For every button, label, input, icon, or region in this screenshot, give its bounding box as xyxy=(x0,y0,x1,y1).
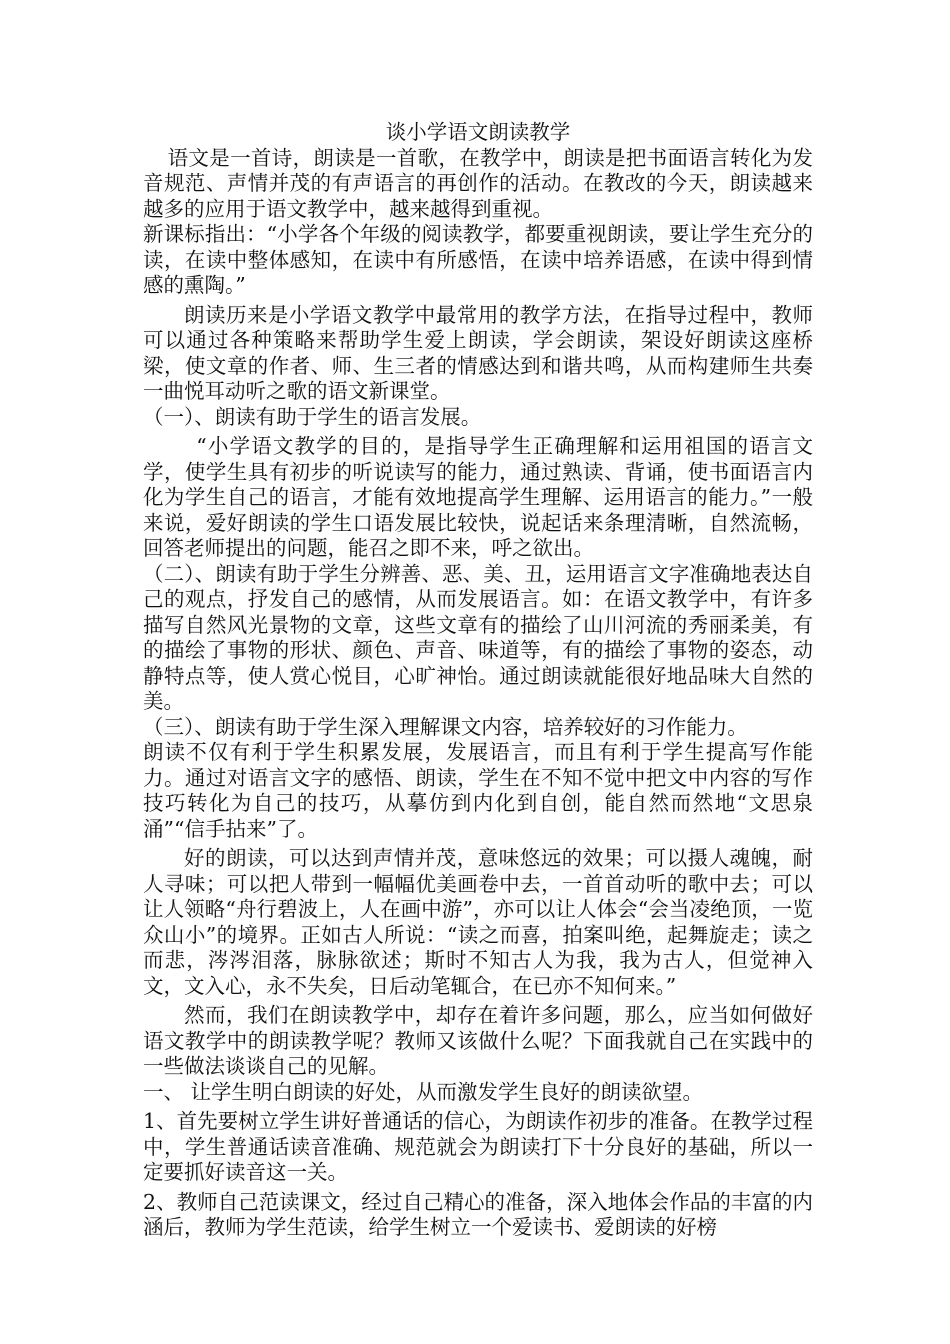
paragraph-section-1: “小学语文教学的目的，是指导学生正确理解和运用祖国的语言文学，使学生具有初步的听说读写的能力，通过熟读、背诵，使书面语言内化为学生自己的语言，才能有效地提高学生理解、运用语言的能力。”一般来说，爱好朗读的学生口语发展比较快，说起话来条理清晰，自然流畅，回答老师提出的问题，能召之即不来，呼之欲出。 xyxy=(143,434,813,560)
section-heading-1: （一）、朗读有助于学生的语言发展。 xyxy=(143,404,482,429)
list-item-2: 2、教师自己范读课文，经过自己精心的准备，深入地体会作品的丰富的内涵后，教师为学生范读，给学生树立一个爱读书、爱朗读的好榜 xyxy=(143,1189,813,1239)
list-heading-1: 一、 让学生明白朗读的好处，从而激发学生良好的朗读欲望。 xyxy=(143,1079,704,1104)
section-heading-3: （三）、朗读有助于学生深入理解课文内容，培养较好的习作能力。 xyxy=(143,714,748,739)
document-body xyxy=(143,120,813,1241)
paragraph-good-reading: 好的朗读，可以达到声情并茂，意味悠远的效果；可以摄人魂魄，耐人寻味；可以把人带到一幅幅优美画卷中去，一首首动听的歌中去；可以让人领略“舟行碧波上，人在画中游”，亦可以让人体会“会当凌绝顶，一览众山小”的境界。正如古人所说：“读之而喜，拍案叫绝，起舞旋走；读之而悲，涔涔泪落，脉脉欲述；斯时不知古人为我，我为古人，但觉神入文，文入心，永不失矣，日后动笔辄合，在已亦不知何来。” xyxy=(143,846,813,998)
paragraph-intro: 语文是一首诗，朗读是一首歌，在教学中，朗读是把书面语言转化为发音规范、声情并茂的有声语言的再创作的活动。在教改的今天，朗读越来越多的应用于语文教学中，越来越得到重视。 xyxy=(143,145,813,221)
paragraph-problems: 然而，我们在朗读教学中，却存在着许多问题，那么，应当如何做好语文教学中的朗读教学呢？教师又该做什么呢？下面我就自己在实践中的一些做法谈谈自己的见解。 xyxy=(143,1003,813,1078)
paragraph-reading-method: 朗读历来是小学语文教学中最常用的教学方法，在指导过程中，教师可以通过各种策略来帮助学生爱上朗读，学会朗读，架设好朗读这座桥梁，使文章的作者、师、生三者的情感达到和谐共鸣，从而构建师生共奏一曲悦耳动听之歌的语文新课堂。 xyxy=(143,302,813,403)
list-item-1: 1、首先要树立学生讲好普通话的信心，为朗读作初步的准备。在教学过程中，学生普通话读音准确、规范就会为朗读打下十分良好的基础，所以一定要抓好读音这一关。 xyxy=(143,1109,813,1184)
document-title: 谈小学语文朗读教学 xyxy=(385,120,571,144)
paragraph-section-3: 朗读不仅有利于学生积累发展，发展语言，而且有利于学生提高写作能力。通过对语言文字的感悟、朗读，学生在不知不觉中把文中内容的写作技巧转化为自己的技巧，从摹仿到内化到自创，能自然而然地“文思泉涌”“信手拈来”了。 xyxy=(143,740,813,841)
section-heading-2: （二）、朗读有助于学生分辨善、恶、美、丑，运用语言文字准确地表达自己的观点，抒发自己的感情，从而发展语言。如：在语文教学中，有许多描写自然风光景物的文章，这些文章有的描绘了山川河流的秀丽柔美，有的描绘了事物的形状、颜色、声音、味道等，有的描绘了事物的姿态，动静特点等，使人赏心悦目，心旷神怡。通过朗读就能很好地品味大自然的美。 xyxy=(143,561,813,713)
paragraph-curriculum-standard: 新课标指出：“小学各个年级的阅读教学，都要重视朗读，要让学生充分的读，在读中整体感知，在读中有所感悟，在读中培养语感，在读中得到情感的熏陶。” xyxy=(143,222,813,297)
